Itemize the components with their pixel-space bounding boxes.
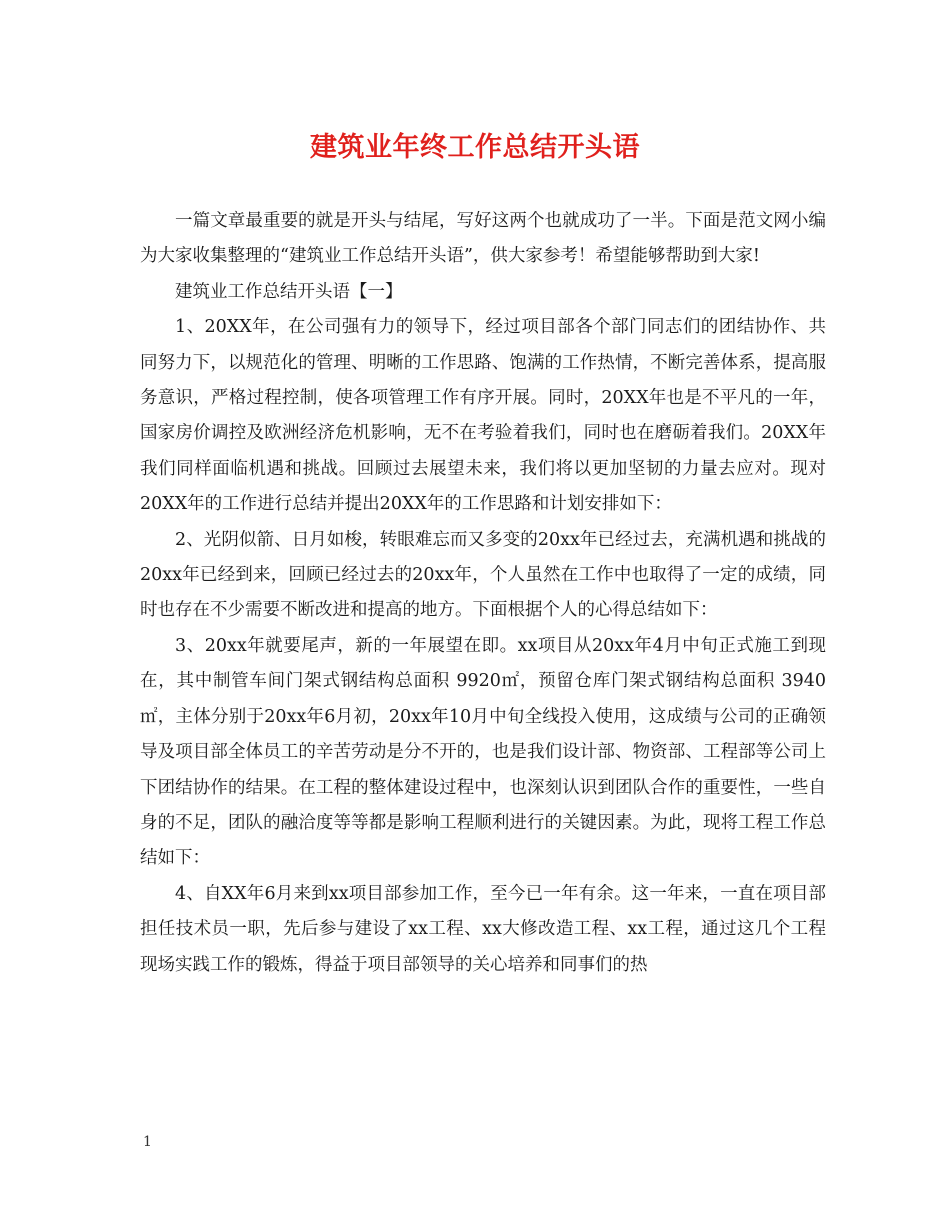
body-paragraph-2: 2、光阴似箭、日月如梭，转眼难忘而又多变的20xx年已经过去，充满机遇和挑战的20xx年已经到来，回顾已经过去的20xx年，个人虽然在工作中也取得了一定的成绩，同时也存在不少需要不断改进和提高的地方。下面根据个人的心得总结如下： — [140, 529, 826, 621]
document-title: 建筑业年终工作总结开头语 — [310, 132, 640, 163]
body-paragraph-1: 1、20XX年，在公司强有力的领导下，经过项目部各个部门同志们的团结协作、共同努力下，以规范化的管理、明晰的工作思路、饱满的工作热情，不断完善体系，提高服务意识，严格过程控制，使各项管理工作有序开展。同时，20XX年也是不平凡的一年，国家房价调控及欧洲经济危机影响，无不在考验着我们，同时也在磨砺着我们。20XX年我们同样面临机遇和挑战。回顾过去展望未来，我们将以更加坚韧的力量去应对。现对20XX年的工作进行总结并提出20XX年的工作思路和计划安排如下： — [140, 317, 826, 515]
page-number: 1 — [143, 1134, 152, 1150]
document-body — [140, 204, 826, 983]
body-paragraph-3: 3、20xx年就要尾声，新的一年展望在即。xx项目从20xx年4月中旬正式施工到现在，其中制管车间门架式钢结构总面积 9920㎡，预留仓库门架式钢结构总面积 3940㎡，主体分别于20xx年6月初，20xx年10月中旬全线投入使用，这成绩与公司的正确领导及项目部全体员工的辛苦劳动是分不开的，也是我们设计部、物资部、工程部等公司上下团结协作的结果。在工程的整体建设过程中，也深刻认识到团队合作的重要性，一些自身的不足，团队的融洽度等等都是影响工程顺利进行的关键因素。为此，现将工程工作总结如下： — [140, 635, 826, 869]
intro-paragraph: 一篇文章最重要的就是开头与结尾，写好这两个也就成功了一半。下面是范文网小编为大家收集整理的“建筑业工作总结开头语”，供大家参考！希望能够帮助到大家! — [140, 211, 826, 267]
body-paragraph-4: 4、自XX年6月来到xx项目部参加工作，至今已一年有余。这一年来，一直在项目部担任技术员一职，先后参与建设了xx工程、xx大修改造工程、xx工程，通过这几个工程现场实践工作的锻炼，得益于项目部领导的关心培养和同事们的热 — [140, 883, 826, 975]
section-heading: 建筑业工作总结开头语【一】 — [175, 281, 403, 302]
